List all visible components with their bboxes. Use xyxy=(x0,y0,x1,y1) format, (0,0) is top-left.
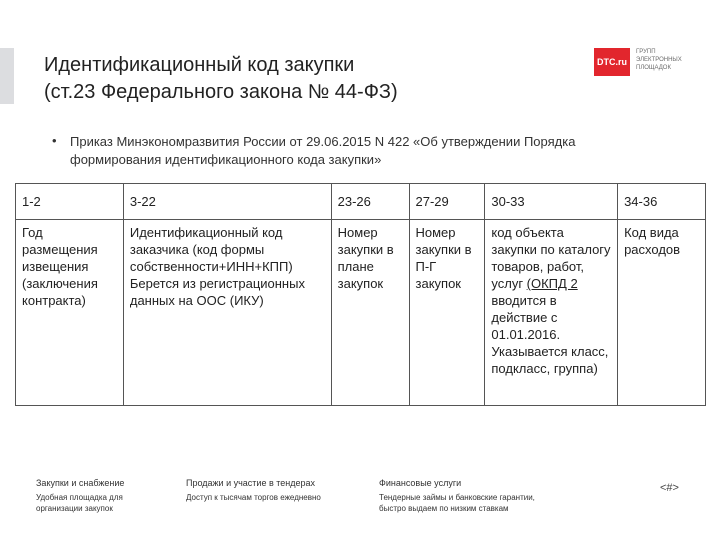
table-cell: Идентификационный код заказчика (код формы собственности+ИНН+КПП) Берется из регистрационных данных на ООС (ИКУ) xyxy=(123,220,331,406)
table-cell: Код вида расходов xyxy=(618,220,706,406)
logo-text: ГРУПП ЭЛЕКТРОННЫХ ПЛОЩАДОК xyxy=(636,49,682,71)
bullet-text: Приказ Минэкономразвития России от 29.06.2015 N 422 «Об утверждении Порядка формирования идентификационного кода закупки» xyxy=(70,134,576,167)
header-cell: 23-26 xyxy=(331,184,409,220)
footer-line: Удобная площадка для xyxy=(36,493,123,502)
header-cell: 3-22 xyxy=(123,184,331,220)
footer-section-purchases xyxy=(36,478,124,514)
page-title xyxy=(44,52,564,106)
logo-mark: DTC.ru xyxy=(594,48,630,76)
footer-section-sales xyxy=(186,478,321,503)
footer-line: организации закупок xyxy=(36,504,113,513)
okpd-underlined-text: (ОКПД 2 xyxy=(526,276,578,291)
table-header-row xyxy=(16,184,706,220)
footer-line: Тендерные займы и банковские гарантии, xyxy=(379,493,535,502)
company-logo xyxy=(594,46,684,80)
table-row xyxy=(16,220,706,406)
footer-heading: Закупки и снабжение xyxy=(36,478,125,488)
table-cell: Номер закупки в П-Г закупок xyxy=(409,220,485,406)
footer-line: Доступ к тысячам торгов ежедневно xyxy=(186,493,321,502)
table-cell: Номер закупки в плане закупок xyxy=(331,220,409,406)
footer-heading: Финансовые услуги xyxy=(379,478,462,488)
code-structure-table xyxy=(15,183,706,406)
page-number: <#> xyxy=(660,482,679,494)
footer-heading: Продажи и участие в тендерах xyxy=(186,478,316,488)
header-cell: 34-36 xyxy=(618,184,706,220)
bullet-icon: • xyxy=(52,133,57,148)
table-cell: Год размещения извещения (заключения контракта) xyxy=(16,220,124,406)
cell-text-after: вводится в действие с 01.01.2016. Указывается класс, подкласс, группа) xyxy=(491,293,609,376)
title-line-2: (ст.23 Федерального закона № 44-ФЗ) xyxy=(44,81,398,103)
footer-line: быстро выдаем по низким ставкам xyxy=(379,504,509,513)
header-cell: 30-33 xyxy=(485,184,618,220)
cell-text-before: код объекта закупки по каталогу товаров, работ, услуг xyxy=(491,225,611,291)
side-accent-bar xyxy=(0,48,14,104)
header-cell: 1-2 xyxy=(16,184,124,220)
footer-section-finance xyxy=(379,478,535,514)
title-line-1: Идентификационный код закупки xyxy=(44,54,355,76)
table-cell xyxy=(485,220,618,406)
header-cell: 27-29 xyxy=(409,184,485,220)
